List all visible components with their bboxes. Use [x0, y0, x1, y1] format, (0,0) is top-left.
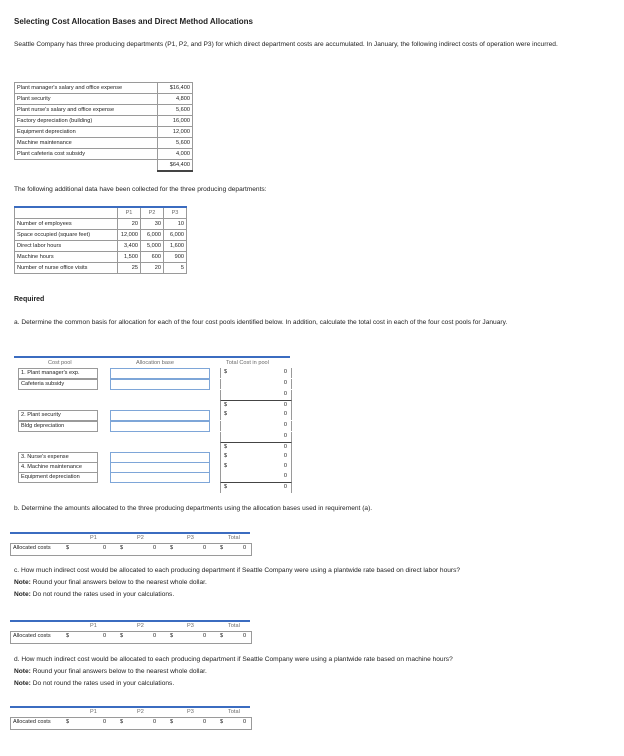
total-cost-value: 0 [283, 402, 287, 408]
dept-header-row [15, 207, 187, 219]
total-cost-cell [220, 472, 292, 482]
allocated-value: 0 [203, 633, 207, 639]
allocated-value: 0 [203, 719, 207, 725]
allocated-value: 0 [243, 719, 247, 725]
cost-pool-label: 1. Plant manager's exp. [21, 370, 80, 376]
dollar-sign: $ [170, 719, 174, 725]
cost-value: 4,800 [158, 94, 193, 105]
cost-label: Plant cafeteria cost subsidy [15, 149, 158, 160]
allocated-costs-row [10, 717, 252, 730]
cost-pool-cell [18, 368, 98, 379]
total-cost-value: 0 [283, 380, 287, 386]
cost-pool-table [14, 356, 290, 492]
dept-row [15, 230, 187, 241]
dept-row-value: 20 [118, 219, 141, 230]
dollar-sign: $ [120, 719, 124, 725]
cost-pool-cell [18, 410, 98, 421]
cost-value: 5,600 [158, 138, 193, 149]
total-cost-value: 0 [283, 473, 287, 479]
dept-row-value: 6,000 [164, 230, 187, 241]
dept-row-value: 5,000 [141, 241, 164, 252]
part-d-text: d. How much indirect cost would be allocated to each producing department if Seattle Company were using a plantwide rate based on machine hours? [14, 656, 453, 663]
intro-text: Seattle Company has three producing departments (P1, P2, and P3) for which direct department costs are accumulated. In January, the following indirect costs of operation were incurred. [14, 41, 558, 48]
header-cost-pool: Cost pool [48, 360, 72, 366]
total-cost-cell [220, 462, 292, 472]
allocated-value: 0 [153, 545, 157, 551]
dollar-sign: $ [170, 545, 174, 551]
dollar-sign: $ [224, 444, 228, 450]
dollar-sign: $ [66, 719, 70, 725]
total-cost-value: 0 [283, 369, 287, 375]
cost-label: Machine maintenance [15, 138, 158, 149]
note-2-rest: Do not round the rates used in your calculations. [32, 680, 175, 687]
allocation-base-input[interactable] [110, 368, 210, 379]
total-cost-value: 0 [283, 453, 287, 459]
allocation-table-d [10, 706, 250, 730]
allocated-value: 0 [103, 545, 107, 551]
allocated-value: 0 [153, 633, 157, 639]
dept-row [15, 219, 187, 230]
dollar-sign: $ [224, 411, 228, 417]
dollar-sign: $ [120, 633, 124, 639]
dollar-sign: $ [120, 545, 124, 551]
dept-row-value: 10 [164, 219, 187, 230]
alloc-header: P1 [90, 535, 97, 541]
allocated-costs-row [10, 543, 252, 556]
dept-row-value: 20 [141, 263, 164, 274]
dept-row-value: 5 [164, 263, 187, 274]
total-cost-cell [220, 432, 292, 442]
department-data-table [14, 206, 187, 274]
note-1-rest: Round your final answers below to the nearest whole dollar. [32, 668, 207, 675]
dept-row-value: 1,600 [164, 241, 187, 252]
cost-pool-label: Cafeteria subsidy [21, 381, 65, 387]
cost-label: Plant manager's salary and office expense [15, 83, 158, 94]
allocation-base-input[interactable] [110, 472, 210, 483]
allocated-value: 0 [153, 719, 157, 725]
note-prefix: Note: [14, 668, 31, 675]
dollar-sign: $ [224, 369, 228, 375]
alloc-header: P2 [137, 535, 144, 541]
total-cost-value: 0 [283, 484, 287, 490]
dept-header-blank [15, 207, 118, 219]
header-allocation-base: Allocation base [136, 360, 174, 366]
header-total-cost: Total Cost in pool [226, 360, 269, 366]
dept-row [15, 241, 187, 252]
alloc-header: P3 [187, 623, 194, 629]
allocated-value: 0 [103, 719, 107, 725]
cost-total-spacer [15, 160, 158, 172]
dept-row-label: Space occupied (square feet) [15, 230, 118, 241]
cost-row [15, 138, 193, 149]
dollar-sign: $ [224, 402, 228, 408]
cost-value: 12,000 [158, 127, 193, 138]
alloc-header: P1 [90, 623, 97, 629]
dept-row [15, 263, 187, 274]
total-cost-cell [220, 421, 292, 431]
allocated-costs-label: Allocated costs [13, 633, 51, 639]
total-cost-value: 0 [283, 433, 287, 439]
cost-pool-cell [18, 421, 98, 432]
note-prefix: Note: [14, 591, 31, 598]
dollar-sign: $ [224, 453, 228, 459]
dollar-sign: $ [224, 484, 228, 490]
total-cost-cell [220, 482, 292, 493]
cost-total-value: $64,400 [158, 160, 193, 172]
cost-pool-label: 3. Nurse's expense [21, 454, 69, 460]
dept-row-value: 30 [141, 219, 164, 230]
dept-row-value: 600 [141, 252, 164, 263]
cost-pool-label: Bldg depreciation [21, 423, 65, 429]
allocated-value: 0 [243, 545, 247, 551]
page-title: Selecting Cost Allocation Bases and Direct Method Allocations [14, 17, 254, 26]
allocation-base-input[interactable] [110, 421, 210, 432]
cost-row [15, 83, 193, 94]
cost-pool-cell [18, 472, 98, 483]
dept-header: P1 [118, 207, 141, 219]
part-c-note-1 [14, 578, 207, 588]
additional-data-text: The following additional data have been collected for the three producing departments: [14, 186, 267, 193]
total-cost-value: 0 [283, 411, 287, 417]
allocation-base-input[interactable] [110, 379, 210, 390]
dollar-sign: $ [220, 545, 224, 551]
part-d-note-1 [14, 667, 207, 677]
dollar-sign: $ [66, 545, 70, 551]
allocated-costs-label: Allocated costs [13, 719, 51, 725]
cost-row [15, 149, 193, 160]
dept-header: P3 [164, 207, 187, 219]
dollar-sign: $ [220, 633, 224, 639]
alloc-header: P2 [137, 623, 144, 629]
allocation-base-input[interactable] [110, 410, 210, 421]
cost-label: Factory depreciation (building) [15, 116, 158, 127]
allocated-costs-row [10, 631, 252, 644]
total-cost-value: 0 [283, 422, 287, 428]
dept-row-value: 900 [164, 252, 187, 263]
alloc-header: P3 [187, 535, 194, 541]
total-cost-cell [220, 410, 292, 420]
cost-value: $16,400 [158, 83, 193, 94]
cost-row [15, 105, 193, 116]
total-cost-value: 0 [283, 444, 287, 450]
cost-row [15, 116, 193, 127]
total-cost-cell [220, 390, 292, 400]
allocated-costs-label: Allocated costs [13, 545, 51, 551]
cost-pool-label: 4. Machine maintenance [21, 464, 82, 470]
indirect-costs-table [14, 82, 193, 172]
alloc-header: Total [228, 709, 240, 715]
dept-header: P2 [141, 207, 164, 219]
alloc-header: Total [228, 535, 240, 541]
cost-total-row [15, 160, 193, 172]
part-d-note-2 [14, 679, 174, 689]
dept-row-value: 25 [118, 263, 141, 274]
total-cost-cell [220, 379, 292, 389]
alloc-header: P2 [137, 709, 144, 715]
note-1-rest: Round your final answers below to the nearest whole dollar. [32, 579, 207, 586]
cost-row [15, 94, 193, 105]
cost-label: Equipment depreciation [15, 127, 158, 138]
dept-row-value: 1,500 [118, 252, 141, 263]
dollar-sign: $ [170, 633, 174, 639]
cost-value: 5,600 [158, 105, 193, 116]
cost-pool-label: 2. Plant security [21, 412, 61, 418]
total-cost-value: 0 [283, 463, 287, 469]
dept-row-value: 12,000 [118, 230, 141, 241]
cost-pool-label: Equipment depreciation [21, 474, 80, 480]
total-cost-cell [220, 368, 292, 378]
part-b-text: b. Determine the amounts allocated to the three producing departments using the allocation bases used in requirement (a). [14, 505, 373, 512]
cost-value: 4,000 [158, 149, 193, 160]
dept-row-label: Direct labor hours [15, 241, 118, 252]
dollar-sign: $ [224, 463, 228, 469]
cost-pool-cell [18, 379, 98, 390]
cost-value: 16,000 [158, 116, 193, 127]
cost-label: Plant security [15, 94, 158, 105]
note-prefix: Note: [14, 680, 31, 687]
dollar-sign: $ [66, 633, 70, 639]
part-a-text: a. Determine the common basis for allocation for each of the four cost pools identified below. In addition, calculate the total cost in each of the four cost pools for January. [14, 319, 508, 326]
total-cost-value: 0 [283, 391, 287, 397]
dept-row-label: Number of employees [15, 219, 118, 230]
alloc-header: P3 [187, 709, 194, 715]
allocation-table-c [10, 620, 250, 644]
total-cost-cell [220, 452, 292, 462]
cost-label: Plant nurse's salary and office expense [15, 105, 158, 116]
allocated-value: 0 [103, 633, 107, 639]
dept-row-value: 3,400 [118, 241, 141, 252]
dollar-sign: $ [220, 719, 224, 725]
dept-row-label: Number of nurse office visits [15, 263, 118, 274]
dept-row-label: Machine hours [15, 252, 118, 263]
allocated-value: 0 [243, 633, 247, 639]
allocated-value: 0 [203, 545, 207, 551]
part-c-note-2 [14, 590, 174, 600]
alloc-header: Total [228, 623, 240, 629]
note-2-rest: Do not round the rates used in your calculations. [32, 591, 175, 598]
note-prefix: Note: [14, 579, 31, 586]
dept-row-value: 6,000 [141, 230, 164, 241]
cost-row [15, 127, 193, 138]
required-heading: Required [14, 296, 45, 303]
dept-row [15, 252, 187, 263]
part-c-text: c. How much indirect cost would be allocated to each producing department if Seattle Company were using a plantwide rate based on direct labor hours? [14, 567, 461, 574]
allocation-table-b [10, 532, 250, 556]
alloc-header: P1 [90, 709, 97, 715]
